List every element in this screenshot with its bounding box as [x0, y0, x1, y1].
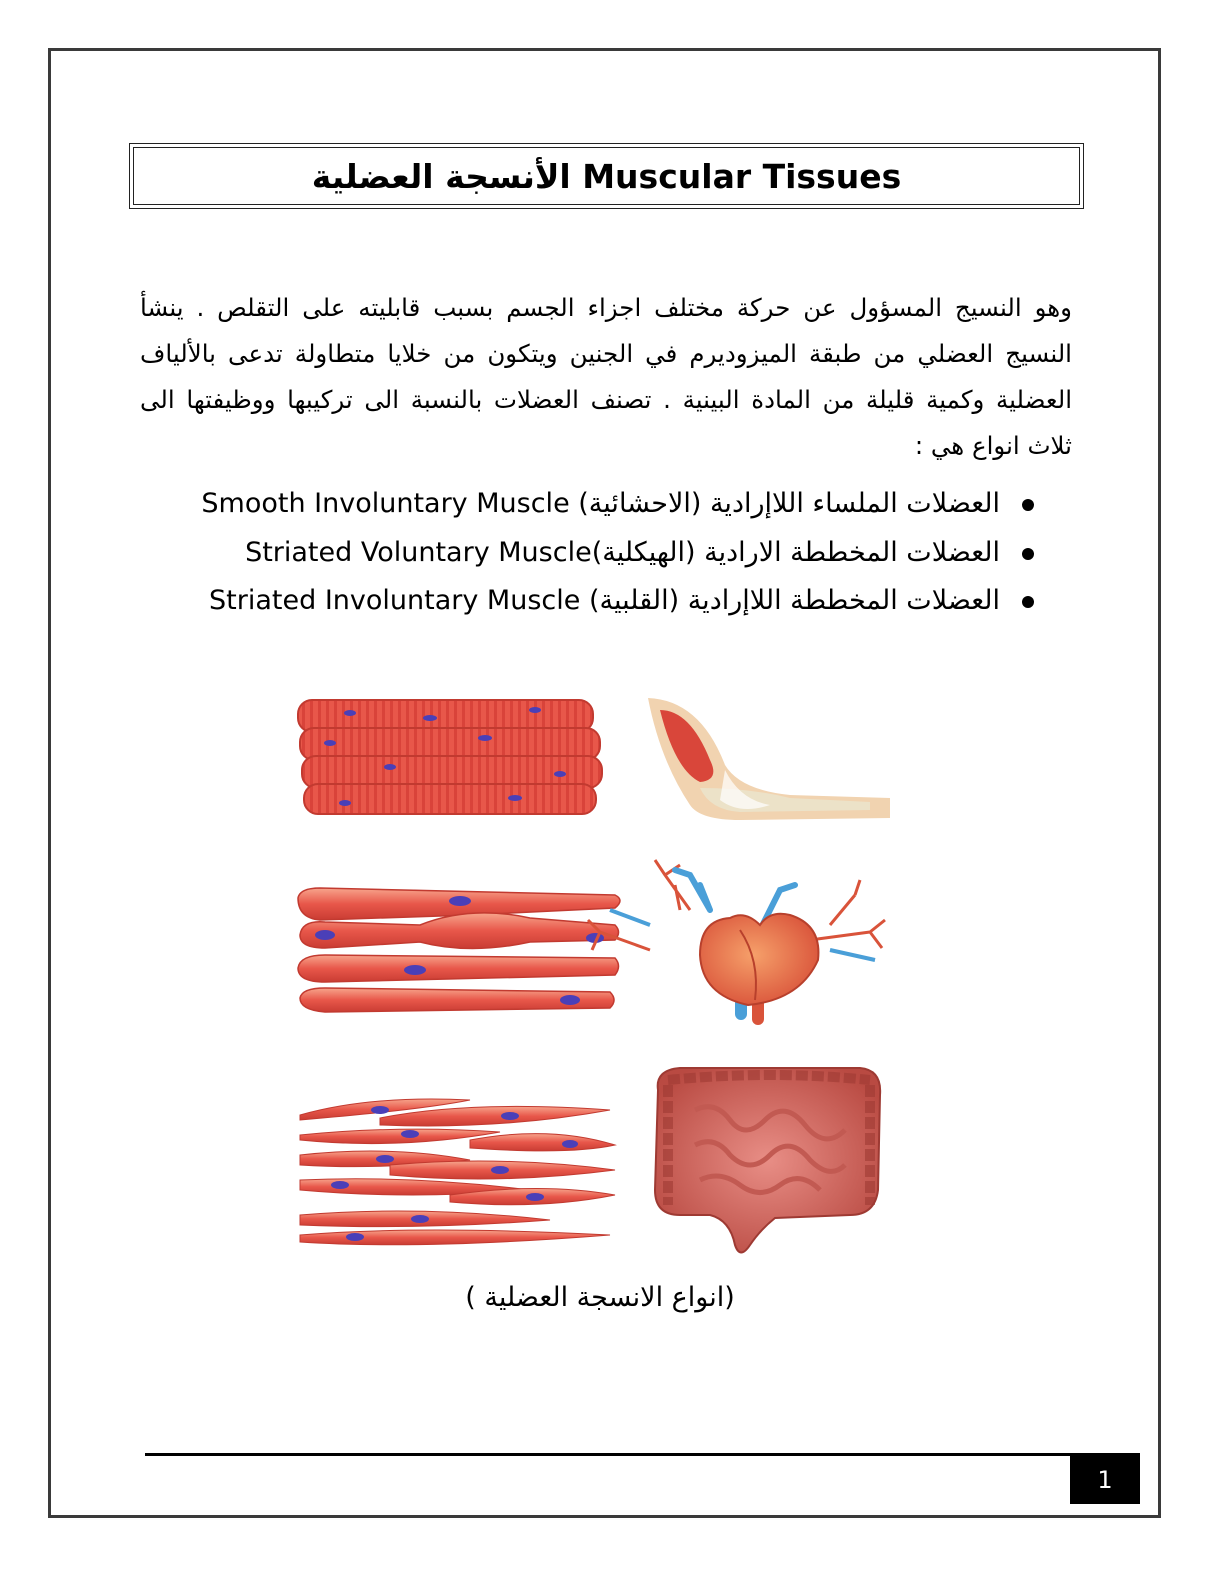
page-title: الأنسجة العضلية Muscular Tissues — [311, 156, 902, 196]
bullet-icon — [1022, 596, 1034, 608]
cardiac-muscle-fibers — [298, 888, 620, 1012]
page-number: 1 — [1070, 1456, 1140, 1504]
footer-divider — [145, 1453, 1140, 1456]
muscle-types-figure — [270, 670, 920, 1280]
muscle-type-cardiac: العضلات المخططة اللاإرادية (القلبية) Striated Involuntary Muscle — [209, 585, 1000, 616]
muscle-type-smooth: العضلات الملساء اللاإرادية (الاحشائية) Smooth Involuntary Muscle — [201, 488, 1000, 519]
title-inner-frame — [133, 147, 1080, 205]
bullet-icon — [1022, 499, 1034, 511]
skeletal-muscle-fibers — [298, 700, 602, 814]
intestine-illustration — [655, 1068, 880, 1253]
heart-illustration — [588, 860, 885, 1025]
arm-illustration — [648, 698, 890, 820]
intro-paragraph: وهو النسيج المسؤول عن حركة مختلف اجزاء الجسم بسبب قابليته على التقلص . ينشأ النسيج العضلي من طبقة الميزوديرم في الجنين ويتكون من خلايا متطاولة تدعى بالألياف العضلية وكمية قليلة من المادة البينية . تصنف العضلات بالنسبة الى تركيبها ووظيفتها الى ثلاث انواع هي : — [140, 293, 1072, 460]
list-item — [140, 577, 1034, 626]
title-box — [129, 143, 1084, 209]
list-item — [140, 529, 1034, 578]
list-item — [140, 480, 1034, 529]
smooth-muscle-fibers — [300, 1099, 615, 1245]
muscle-types-list — [140, 480, 1034, 626]
muscle-type-skeletal: العضلات المخططة الارادية (الهيكلية)Striated Voluntary Muscle — [245, 536, 1000, 568]
figure-caption: (انواع الانسجة العضلية ) — [465, 1282, 735, 1313]
bullet-icon — [1022, 548, 1034, 560]
